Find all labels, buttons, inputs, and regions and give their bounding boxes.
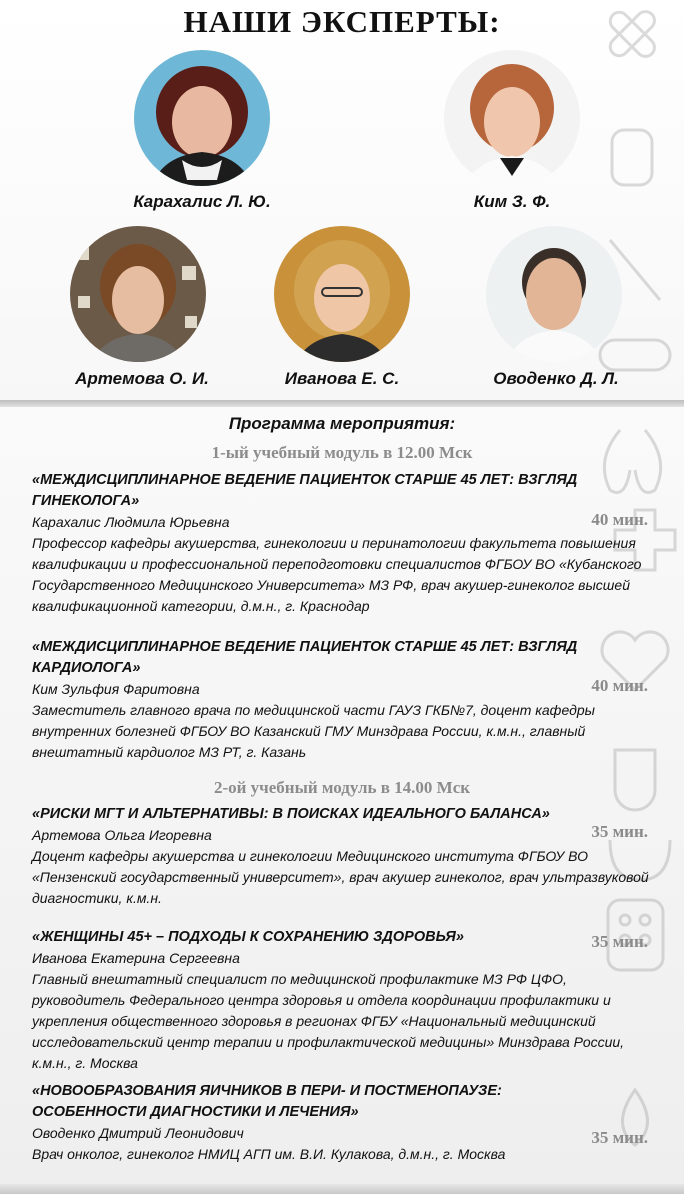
bottom-border — [0, 1184, 684, 1194]
talk-item — [32, 470, 672, 617]
talk-speaker: Ким Зульфия Фаритовна — [32, 681, 200, 697]
page-title: НАШИ ЭКСПЕРТЫ: — [183, 4, 501, 39]
talk-description: Главный внештатный специалист по медицинской профилактике МЗ РФ ЦФО, руководитель Федерального центра здоровья и отдела координации профилактики и укрепления общественного здоровья в регионах ФГБУ «Национальный медицинский исследовательский центр терапии и профилактической медицины» Минздрава России, к.м.н., г. Москва — [32, 971, 625, 1071]
talk-item — [32, 927, 672, 1074]
section-divider — [0, 400, 684, 407]
expert-name-ovodenko: Оводенко Д. Л. — [493, 369, 619, 388]
talk-duration: 35 мин. — [591, 1128, 648, 1147]
talk-speaker: Иванова Екатерина Сергеевна — [32, 950, 240, 966]
expert-photo-ovodenko — [486, 226, 622, 362]
talk-speaker: Оводенко Дмитрий Леонидович — [32, 1125, 244, 1141]
talk-item — [32, 804, 672, 909]
talk-item — [32, 1081, 672, 1165]
talk-title: «НОВООБРАЗОВАНИЯ ЯИЧНИКОВ В ПЕРИ- И ПОСТМЕНОПАУЗЕ: ОСОБЕННОСТИ ДИАГНОСТИКИ И ЛЕЧЕНИЯ» — [32, 1083, 502, 1120]
expert-photo-ivanova — [274, 226, 410, 362]
talk-description: Профессор кафедры акушерства, гинекологии и перинатологии факультета повышения квалификации и профессиональной переподготовки специалистов ФГБОУ ВО «Кубанского Государственного Медицинского Университета» МЗ РФ, врач акушер-гинеколог высшей квалификационной категории, д.м.н., г. Краснодар — [32, 535, 642, 614]
talk-title: «ЖЕНЩИНЫ 45+ – ПОДХОДЫ К СОХРАНЕНИЮ ЗДОРОВЬЯ» — [32, 929, 464, 945]
expert-name-kim: Ким З. Ф. — [473, 192, 551, 211]
module-2-heading: 2-ой учебный модуль в 14.00 Мск — [213, 778, 471, 797]
talk-item — [32, 637, 672, 763]
talk-speaker: Артемова Ольга Игоревна — [32, 827, 212, 843]
module-1-heading: 1-ый учебный модуль в 12.00 Мск — [211, 443, 473, 462]
talk-title: «МЕЖДИСЦИПЛИНАРНОЕ ВЕДЕНИЕ ПАЦИЕНТОК СТАРШЕ 45 ЛЕТ: ВЗГЛЯД ГИНЕКОЛОГА» — [32, 472, 578, 509]
talk-title: «МЕЖДИСЦИПЛИНАРНОЕ ВЕДЕНИЕ ПАЦИЕНТОК СТАРШЕ 45 ЛЕТ: ВЗГЛЯД КАРДИОЛОГА» — [32, 639, 578, 676]
talk-description: Врач онколог, гинеколог НМИЦ АГП им. В.И. Кулакова, д.м.н., г. Москва — [32, 1146, 506, 1162]
expert-photo-artemova — [70, 226, 206, 362]
program-title: Программа мероприятия: — [228, 414, 456, 433]
expert-name-karakhalis: Карахалис Л. Ю. — [133, 192, 271, 211]
talk-speaker: Карахалис Людмила Юрьевна — [32, 514, 230, 530]
talk-title: «РИСКИ МГТ И АЛЬТЕРНАТИВЫ: В ПОИСКАХ ИДЕАЛЬНОГО БАЛАНСА» — [32, 806, 550, 822]
talk-duration: 35 мин. — [591, 822, 648, 841]
talk-description: Заместитель главного врача по медицинской части ГАУЗ ГКБ№7, доцент кафедры внутренних болезней ФГБОУ ВО Казанский ГМУ Минздрава России, к.м.н., главный внештатный кардиолог МЗ РТ, г. Казань — [32, 702, 595, 760]
expert-photo-kim — [444, 50, 580, 186]
expert-name-ivanova: Иванова Е. С. — [284, 369, 400, 388]
expert-name-artemova: Артемова О. И. — [75, 369, 209, 388]
talk-duration: 40 мин. — [591, 676, 648, 695]
talk-duration: 35 мин. — [591, 932, 648, 951]
expert-photo-karakhalis — [134, 50, 270, 186]
talk-description: Доцент кафедры акушерства и гинекологии Медицинского института ФГБОУ ВО «Пензенский государственный университет», врач акушер гинеколог, врач ультразвуковой диагностики, к.м.н. — [32, 848, 649, 906]
talk-duration: 40 мин. — [591, 510, 648, 529]
